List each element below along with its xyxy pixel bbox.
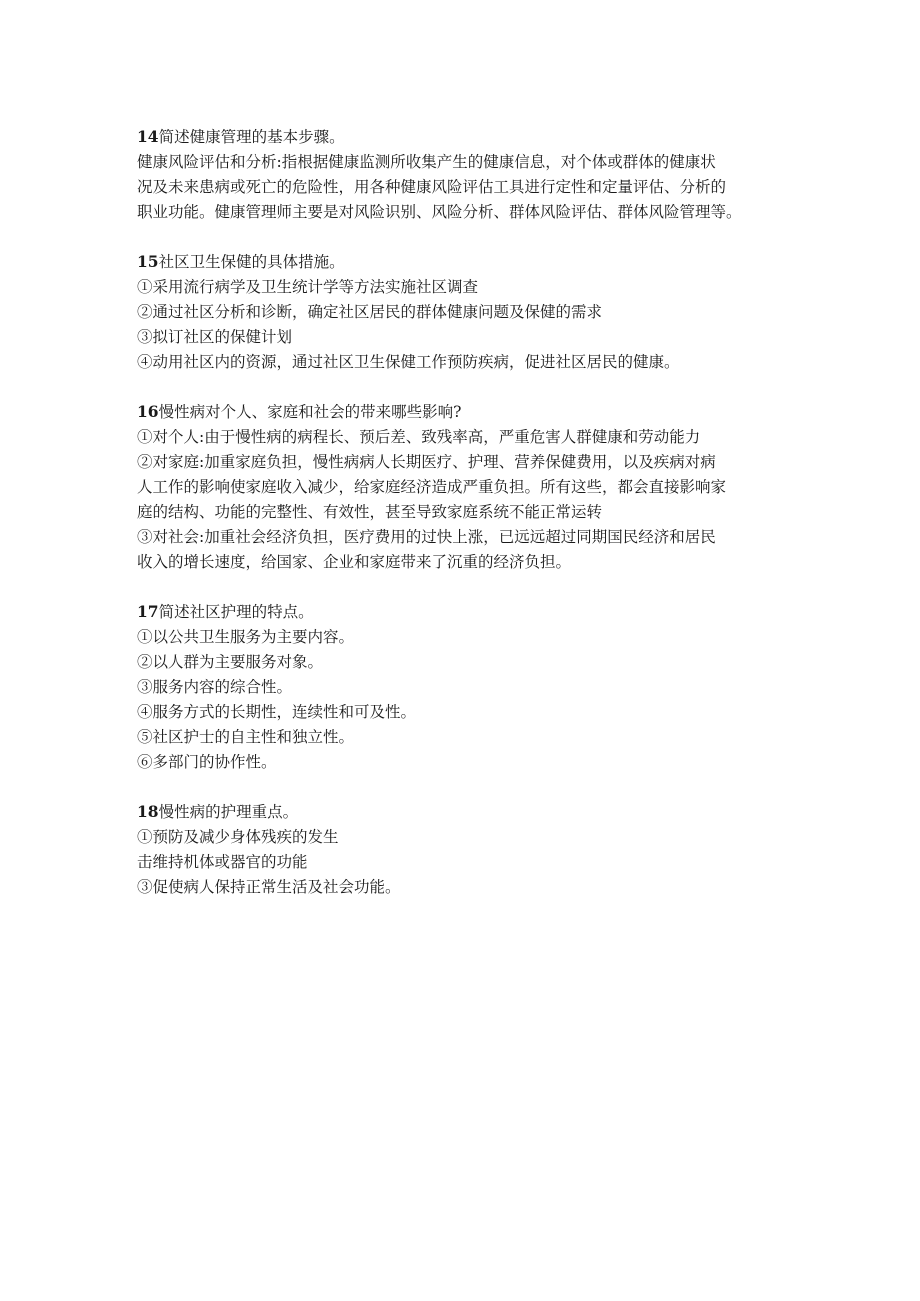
section-title: 社区卫生保健的具体措施。: [158, 253, 345, 271]
text-line: 人工作的影响使家庭收入减少，给家庭经济造成严重负担。所有这些，都会直接影响家: [137, 478, 727, 496]
list-item: ②以人群为主要服务对象。: [137, 653, 324, 671]
text-line: 职业功能。健康管理师主要是对风险识别、风险分析、群体风险评估、群体风险管理等。: [137, 203, 742, 221]
section-number: 18: [137, 802, 159, 821]
text-line: 健康风险评估和分析:指根据健康监测所收集产生的健康信息，对个体或群体的健康状: [137, 153, 716, 171]
text-line: 况及未来患病或死亡的危险性，用各种健康风险评估工具进行定性和定量评估、分析的: [137, 178, 727, 196]
list-item: ①采用流行病学及卫生统计学等方法实施社区调查: [137, 278, 479, 296]
text-line: ②对家庭:加重家庭负担，慢性病病人长期医疗、护理、营养保健费用，以及疾病对病: [137, 453, 716, 471]
list-item: ③促使病人保持正常生活及社会功能。: [137, 878, 401, 896]
section-heading: [137, 124, 797, 150]
section-number: 15: [137, 252, 159, 271]
list-item: ①以公共卫生服务为主要内容。: [137, 628, 355, 646]
list-item: ④动用社区内的资源，通过社区卫生保健工作预防疾病，促进社区居民的健康。: [137, 353, 680, 371]
section-17: [137, 599, 797, 775]
section-title: 慢性病对个人、家庭和社会的带来哪些影响?: [158, 403, 462, 421]
text-line: ③对社会:加重社会经济负担，医疗费用的过快上涨，已远远超过同期国民经济和居民: [137, 528, 716, 546]
section-heading: [137, 249, 797, 275]
list-item: 击维持机体或器官的功能: [137, 853, 308, 871]
section-title: 慢性病的护理重点。: [158, 803, 299, 821]
section-title: 简述健康管理的基本步骤。: [158, 128, 345, 146]
section-title: 简述社区护理的特点。: [158, 603, 314, 621]
document-page: [137, 124, 797, 924]
section-14: [137, 124, 797, 225]
list-item: ③拟订社区的保健计划: [137, 328, 293, 346]
list-item: ⑥多部门的协作性。: [137, 753, 277, 771]
section-number: 14: [137, 127, 159, 146]
list-item: ①预防及减少身体残疾的发生: [137, 828, 339, 846]
text-line: ①对个人:由于慢性病的病程长、预后差、致残率高，严重危害人群健康和劳动能力: [137, 428, 701, 446]
section-16: [137, 399, 797, 575]
list-item: ④服务方式的长期性，连续性和可及性。: [137, 703, 417, 721]
section-number: 17: [137, 602, 159, 621]
section-18: [137, 799, 797, 900]
list-item: ②通过社区分析和诊断，确定社区居民的群体健康问题及保健的需求: [137, 303, 603, 321]
section-heading: [137, 799, 797, 825]
text-line: 收入的增长速度，给国家、企业和家庭带来了沉重的经济负担。: [137, 553, 572, 571]
list-item: ③服务内容的综合性。: [137, 678, 293, 696]
list-item: ⑤社区护士的自主性和独立性。: [137, 728, 355, 746]
section-heading: [137, 599, 797, 625]
text-line: 庭的结构、功能的完整性、有效性，甚至导致家庭系统不能正常运转: [137, 503, 603, 521]
section-number: 16: [137, 402, 159, 421]
section-15: [137, 249, 797, 375]
section-heading: [137, 399, 797, 425]
